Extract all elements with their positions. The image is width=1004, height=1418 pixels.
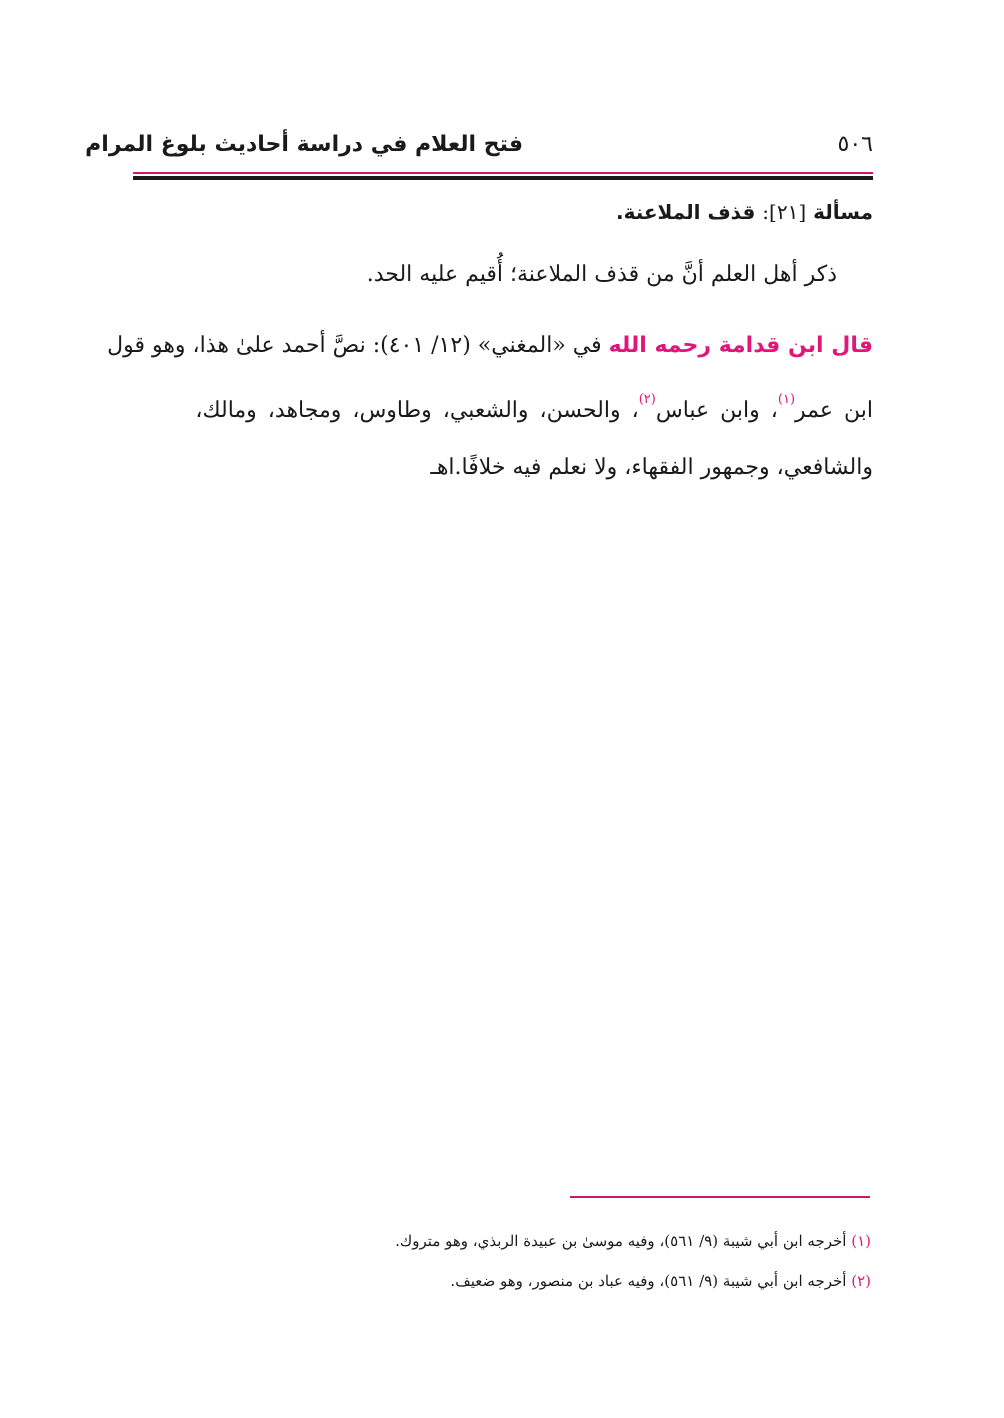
page-number: ٥٠٦ bbox=[837, 132, 873, 157]
paragraph-4: والشافعي، وجمهور الفقهاء، ولا نعلم فيه خلافًا.اهـ bbox=[430, 455, 873, 480]
footnote-1-mark: (١) bbox=[851, 1232, 871, 1250]
paragraph-3-a: ابن عمر bbox=[795, 398, 873, 423]
attribution: قال ابن قدامة رحمه الله bbox=[608, 333, 873, 358]
footnote-ref-1[interactable]: (١) bbox=[777, 392, 796, 407]
page-header bbox=[85, 128, 873, 168]
issue-number: [٢١]: bbox=[762, 200, 807, 224]
footnote-2-mark: (٢) bbox=[851, 1272, 871, 1290]
paragraph-3-b: ، وابن عباس bbox=[655, 398, 778, 423]
footnote-2-text: أخرجه ابن أبي شيبة (٩/ ٥٦١)، وفيه عباد بن منصور، وهو ضعيف. bbox=[450, 1272, 847, 1290]
running-title: فتح العلام في دراسة أحاديث بلوغ المرام bbox=[85, 132, 523, 157]
footnote-1 bbox=[395, 1232, 871, 1250]
footnote-ref-2[interactable]: (٢) bbox=[638, 392, 656, 407]
paragraph-3 bbox=[195, 392, 873, 423]
paragraph-3-c: ، والحسن، والشعبي، وطاوس، ومجاهد، ومالك، bbox=[195, 398, 639, 423]
footnote-1-text: أخرجه ابن أبي شيبة (٩/ ٥٦١)، وفيه موسىٰ بن عبيدة الربذي، وهو متروك. bbox=[395, 1232, 847, 1250]
issue-heading bbox=[616, 200, 873, 224]
header-rule-accent bbox=[133, 172, 873, 174]
issue-title: قذف الملاعنة. bbox=[615, 200, 756, 224]
footnote-separator bbox=[570, 1196, 870, 1198]
issue-label: مسألة bbox=[813, 200, 873, 224]
footnote-2 bbox=[450, 1272, 871, 1290]
paragraph-2 bbox=[107, 333, 873, 358]
header-rule bbox=[133, 176, 873, 180]
paragraph-1: ذكر أهل العلم أنَّ من قذف الملاعنة؛ أُقيم عليه الحد. bbox=[366, 262, 837, 287]
paragraph-2-text: في «المغني» (١٢/ ٤٠١): نصَّ أحمد علىٰ هذا، وهو قول bbox=[107, 333, 602, 358]
